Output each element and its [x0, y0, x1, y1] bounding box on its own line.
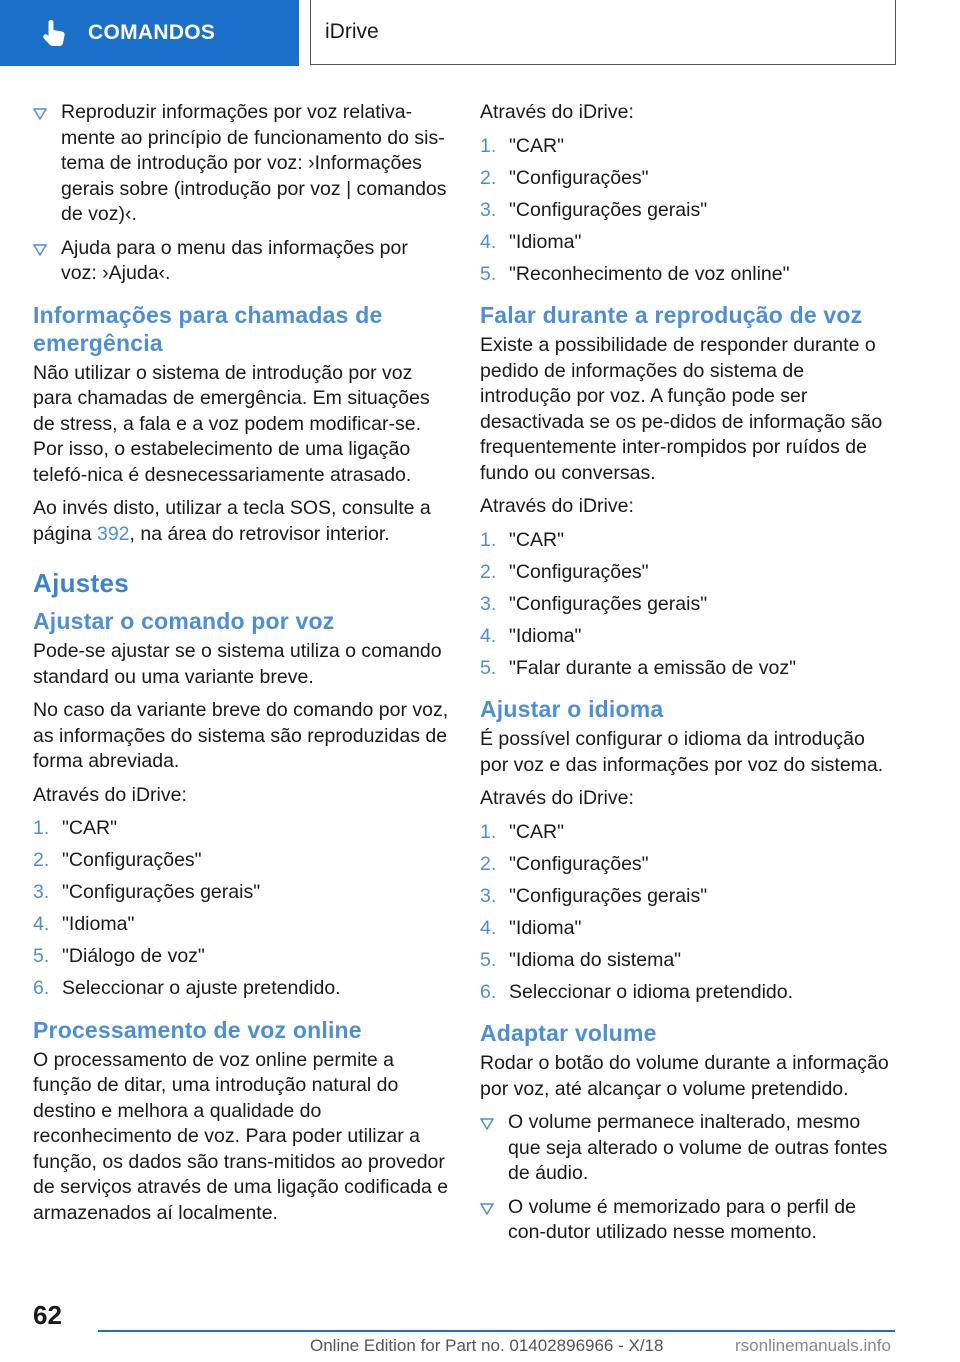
- volume-heading: Adaptar volume: [480, 1020, 657, 1046]
- bullet-item: [480, 1110, 898, 1187]
- triangle-bullet-icon: [480, 1203, 494, 1215]
- language-heading: Ajustar o idioma: [480, 696, 664, 722]
- list-item: 3. "Configurações gerais": [480, 198, 708, 221]
- list-item: 5. "Diálogo de voz": [33, 945, 205, 967]
- adjust-heading: Ajustar o comando por voz: [33, 608, 335, 634]
- emergency-heading: Informações para chamadas de emergência: [33, 301, 383, 356]
- list-item: 5. "Falar durante a emissão de voz": [480, 656, 796, 679]
- list-item: 6. Seleccionar o idioma pretendido.: [480, 980, 794, 1003]
- watermark: rsonlinemanuals.info: [735, 1336, 891, 1355]
- bullet-text: Ajuda para o menu das informações por voz: ›Ajuda‹.: [61, 236, 408, 284]
- list-item: 6. Seleccionar o ajuste pretendido.: [33, 977, 341, 999]
- steps-list: [480, 820, 898, 1006]
- page-number: 62: [33, 1300, 62, 1330]
- list-item: 1. "CAR": [480, 528, 565, 551]
- list-item: 1. "CAR": [33, 817, 118, 839]
- list-item: 4. "Idioma": [480, 230, 582, 253]
- list-item: 4. "Idioma": [33, 913, 135, 935]
- left-column: [33, 100, 449, 1234]
- paragraph: No caso da variante breve do comando por voz, as informações do sistema são reproduzidas de forma abreviada.: [33, 699, 449, 772]
- paragraph: Através do iDrive:: [480, 101, 634, 123]
- footer-divider: [98, 1330, 895, 1332]
- steps-list: [33, 816, 449, 1002]
- section-tab: [0, 0, 299, 66]
- subsection-tab: [310, 0, 896, 65]
- bullet-text: Reproduzir informações por voz relativa-mente ao princípio de funcionamento do sis-tema de introdução por voz: ›Informações gerais sobre (introdução por voz | comandos de voz)‹.: [61, 101, 447, 225]
- speak-heading: Falar durante a reprodução de voz: [480, 302, 863, 328]
- paragraph: O processamento de voz online permite a função de ditar, uma introdução natural do destino e melhora a qualidade do reconhecimento de voz. Para poder utilizar a função, os dados são trans-mitidos ao provedor de serviços através de uma ligação codificada e armazenados aí localmente.: [33, 1048, 449, 1224]
- paragraph: Existe a possibilidade de responder durante o pedido de informações do sistema de introdução por voz. A função pode ser desactivada se os pe-didos de informação são frequentemente inter-rompidos por ruídos de fundo ou conversas.: [480, 334, 883, 484]
- list-item: 2. "Configurações": [480, 560, 649, 583]
- triangle-bullet-icon: [33, 108, 47, 120]
- bullet-text: O volume é memorizado para o perfil de con-dutor utilizado nesse momento.: [508, 1195, 856, 1243]
- triangle-bullet-icon: [33, 244, 47, 256]
- subsection-title: iDrive: [325, 20, 379, 43]
- list-item: 2. "Configurações": [33, 849, 202, 871]
- edition-footer: Online Edition for Part no. 01402896966 - X/18: [310, 1336, 664, 1355]
- bullet-item: [33, 236, 449, 287]
- paragraph: Não utilizar o sistema de introdução por voz para chamadas de emergência. Em situações de stress, a fala e a voz podem modificar-se. Por isso, o estabelecimento de uma ligação telefó-nica é desnecessariamente atrasado.: [33, 361, 430, 486]
- paragraph: Através do iDrive:: [480, 495, 634, 517]
- section-title: COMANDOS: [88, 21, 216, 44]
- list-item: 1. "CAR": [480, 820, 565, 843]
- triangle-bullet-icon: [480, 1118, 494, 1130]
- paragraph: Pode-se ajustar se o sistema utiliza o comando standard ou uma variante breve.: [33, 640, 442, 688]
- paragraph: É possível configurar o idioma da introdução por voz e das informações por voz do sistema.: [480, 728, 884, 776]
- steps-list: [480, 134, 898, 288]
- bullet-item: [480, 1195, 898, 1246]
- page-link[interactable]: 392: [96, 522, 130, 545]
- page-header: [0, 0, 960, 66]
- paragraph: Através do iDrive:: [480, 787, 634, 809]
- list-item: 5. "Idioma do sistema": [480, 948, 682, 971]
- list-item: 2. "Configurações": [480, 852, 649, 875]
- list-item: 1. "CAR": [480, 134, 565, 157]
- paragraph: Rodar o botão do volume durante a informação por voz, até alcançar o volume pretendido.: [480, 1052, 889, 1100]
- list-item: 4. "Idioma": [480, 916, 582, 939]
- bullet-item: [33, 100, 449, 228]
- paragraph: Através do iDrive:: [33, 783, 187, 806]
- pointing-hand-icon: [38, 17, 70, 49]
- online-heading: Processamento de voz online: [33, 1016, 362, 1043]
- paragraph: Ao invés disto, utilizar a tecla SOS, consulte a página 392, na área do retrovisor interior.: [33, 497, 431, 545]
- list-item: 5. "Reconhecimento de voz online": [480, 262, 790, 285]
- list-item: 4. "Idioma": [480, 624, 582, 647]
- list-item: 3. "Configurações gerais": [480, 884, 708, 907]
- list-item: 2. "Configurações": [480, 166, 649, 189]
- list-item: 3. "Configurações gerais": [480, 592, 708, 615]
- bullet-text: O volume permanece inalterado, mesmo que seja alterado o volume de outras fontes de áudio.: [508, 1111, 888, 1184]
- steps-list: [480, 528, 898, 682]
- right-column: [480, 100, 898, 1254]
- list-item: 3. "Configurações gerais": [33, 881, 261, 903]
- settings-heading: Ajustes: [33, 568, 130, 598]
